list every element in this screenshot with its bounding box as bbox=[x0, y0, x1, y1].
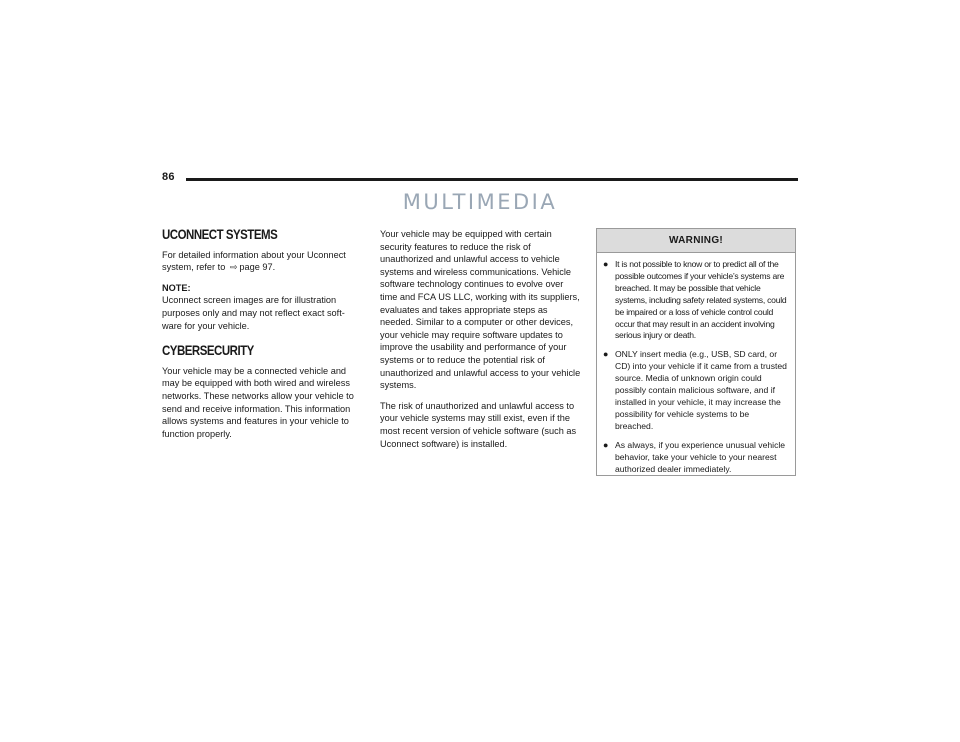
warning-item bbox=[603, 259, 789, 342]
warning-item bbox=[603, 349, 789, 432]
page-number: 86 bbox=[162, 171, 175, 183]
heading-uconnect-systems: UCONNECT SYSTEMS bbox=[162, 226, 278, 242]
page-reference-arrow-icon: ⇨ bbox=[229, 262, 238, 273]
cybersecurity-text: Your vehicle may be a connected vehicle and may be equipped with both wired and wireless networks. These networks allow your vehicle to send and receive information. This information allows systems and features in your vehicle to function properly. bbox=[162, 365, 354, 439]
bullet-icon: ● bbox=[603, 259, 609, 269]
security-paragraph-1: Your vehicle may be equipped with certain security features to reduce the risk of unauthorized and unlawful access to vehicle systems and wireless communications. Vehicle software technology continues to evolve over time and FCA US LLC, working with its suppliers, evaluates and takes appropriate steps as needed. Similar to a computer or other devices, your vehicle may require software updates to improve the usability and performance of your systems or to reduce the potential risk of unauthorized and unlawful access to your vehicle systems. bbox=[380, 229, 581, 391]
uconnect-intro bbox=[162, 249, 364, 274]
warning-title: WARNING! bbox=[597, 229, 795, 253]
page-reference-link[interactable]: page 97. bbox=[239, 262, 276, 273]
left-column bbox=[162, 228, 364, 448]
section-title: MULTIMEDIA bbox=[402, 190, 558, 214]
warning-box bbox=[596, 228, 796, 476]
warning-item-text: ONLY insert media (e.g., USB, SD card, or CD) into your vehicle if it came from a trusted source. Media of unknown origin could possibly contain malicious software, and if installed in your vehicle, it may increase the possibility for vehicle systems to be breached. bbox=[615, 349, 787, 431]
uconnect-intro-text: For detailed information about your Uconnect system, refer to bbox=[162, 249, 346, 273]
warning-list bbox=[597, 253, 795, 475]
header-rule bbox=[186, 178, 798, 181]
middle-column bbox=[380, 228, 582, 458]
heading-cybersecurity: CYBERSECURITY bbox=[162, 342, 254, 359]
warning-item-text: It is not possible to know or to predict all of the possible outcomes if your vehicle’s systems are breached. It may be possible that vehicle systems, including safety related systems, could be impaired or a loss of vehicle control could occur that may result in an accident involving serious injury or death. bbox=[615, 259, 787, 341]
note-text: Uconnect screen images are for illustration purposes only and may not reflect exact soft-ware for your vehicle. bbox=[162, 295, 345, 331]
security-paragraph-2: The risk of unauthorized and unlawful access to your vehicle systems may still exist, even if the most recent version of vehicle software (such as Uconnect software) is installed. bbox=[380, 400, 577, 449]
warning-item-text: As always, if you experience unusual vehicle behavior, take your vehicle to your nearest authorized dealer immediately. bbox=[615, 439, 786, 474]
bullet-icon: ● bbox=[603, 439, 609, 450]
warning-item bbox=[603, 440, 789, 476]
bullet-icon: ● bbox=[603, 349, 609, 360]
note-label: NOTE: bbox=[162, 282, 191, 293]
